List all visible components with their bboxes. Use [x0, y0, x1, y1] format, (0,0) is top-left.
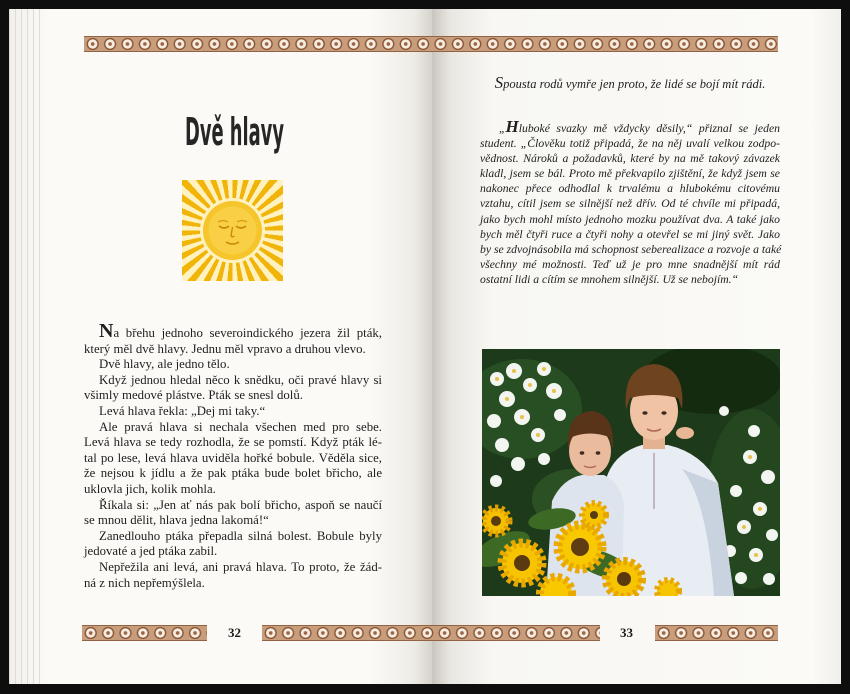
text-line: se mnou dělit, hlava jedna lakomá!“ — [84, 513, 269, 528]
text-line: vědnost. Nároků a požadavků, které by na mě takový závazek — [480, 152, 780, 166]
text-line: který měl dvě hlavy. Jednu měl vpravo a druhou vlevo. — [84, 341, 366, 356]
bottom-ornament-left — [82, 625, 207, 641]
page-edges — [9, 9, 43, 684]
story-text — [84, 320, 382, 591]
text-line: všimly medové plástve. Pták se snesl dolů. — [84, 388, 303, 403]
text-line: tal po lese, levá hlava uviděla hořké bobule. Věděla sice, — [84, 450, 382, 465]
epigraph-initial: S — [494, 73, 504, 92]
text-line: Zanedlouho ptáka přepadla silná bolest. Bobule byly — [99, 528, 382, 543]
text-line: ostatní lidi a cítím se mnohem silnější. Už se nebojím.“ — [480, 272, 739, 286]
page-number-right: 33 — [620, 625, 633, 640]
text-line: vztahu, cítil jsem se silnější než dřív. Od té chvíle mi připadá, — [480, 197, 780, 211]
drop-cap: H — [505, 117, 519, 136]
text-line: Říkala si: „Jen ať nás pak bolí břicho, aspoň se naučí — [99, 497, 382, 512]
quote-text — [480, 117, 782, 287]
text-line: Na břehu jednoho severoindického jezera žil pták, — [99, 320, 382, 342]
text-line: by se zdvojnásobila má schopnost seberealizace a rozvoje a také — [480, 242, 782, 256]
text-line: „Hluboké svazky mě vždycky děsily,“ přiznal se jeden — [499, 117, 780, 136]
sun-illustration — [182, 180, 283, 281]
text-line: Ale pravá hlava si nechala všechen med pro sebe. — [99, 419, 382, 434]
text-line: kladl, jsem se bál. Proto mě překvapilo zjištění, že když jsem se — [480, 167, 780, 181]
story-title: Dvě hlavy — [185, 110, 284, 154]
top-ornament-band — [84, 36, 778, 52]
text-line: všechny mé možnosti. Teď už je pro mne snadnější mít rád — [480, 257, 780, 271]
bottom-ornament-right — [655, 625, 778, 641]
text-line: uklovla jich, kolik mohla. — [84, 481, 216, 496]
text-line: že nejsou k jídlu a že pak ptáka bude bolet břicho, ale — [84, 466, 382, 481]
text-line: student. „Člověku totiž připadá, že na něj uvalí velkou zodpo- — [480, 137, 780, 151]
drop-cap: N — [99, 320, 114, 342]
text-line: Levá hlava se tedy rozhodla, že se pomstí. Když pták lé- — [84, 435, 382, 450]
page-number-left: 32 — [228, 625, 241, 640]
text-line: ná z nich nepřemýšlela. — [84, 575, 205, 590]
text-line: Dvě hlavy, ale jedno tělo. — [99, 357, 230, 372]
text-line: jako bych mohl místo jednoho mozku používat dva. A také jako — [480, 212, 780, 226]
text-line: jedovaté a jed ptáka zabil. — [84, 544, 218, 559]
sun-face-icon — [203, 201, 262, 260]
text-line: nakonec přece odhodlal k trvalému a hlubokému citovému — [480, 182, 780, 196]
text-line: bych měl čtyři ruce a čtyři nohy a otevřel se mi jiný svět. Jako — [480, 227, 780, 241]
text-line: Když jednou hledal něco k snědku, oči pravé hlavy si — [99, 372, 382, 387]
epigraph: Spousta rodů vymře jen proto, že lidé se bojí mít rádi. — [494, 73, 766, 92]
photo-two-boys-sunflowers — [482, 349, 780, 596]
sun-face — [203, 201, 262, 260]
bottom-ornament-center — [262, 625, 600, 641]
text-line: Nepřežila ani levá, ani pravá hlava. To proto, že žád- — [99, 559, 382, 574]
text-line: Levá hlava řekla: „Dej mi taky.“ — [99, 403, 266, 418]
